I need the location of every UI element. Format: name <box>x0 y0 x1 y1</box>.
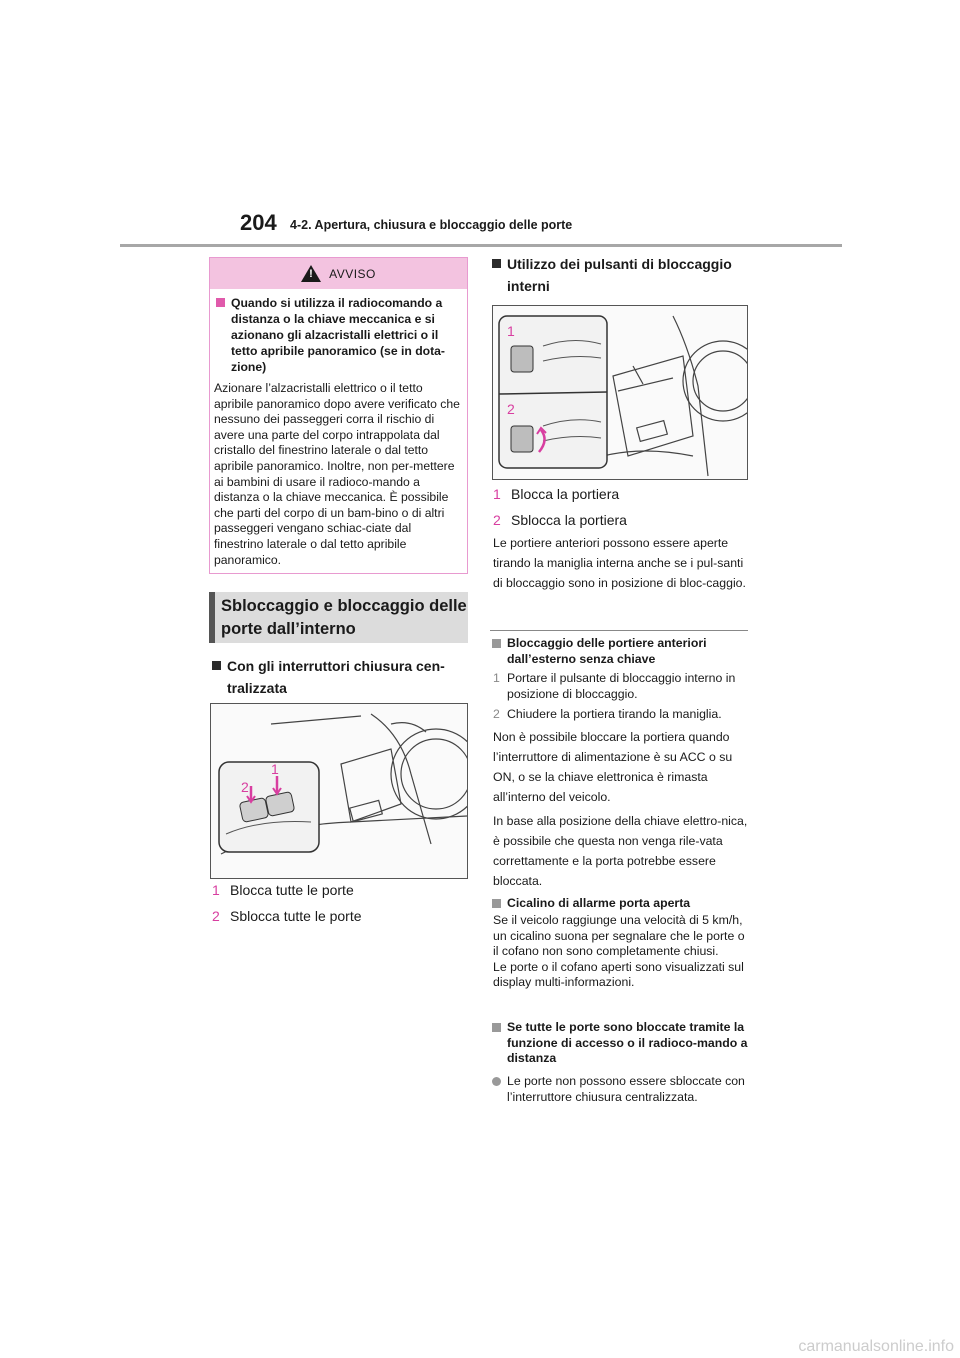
remote-lock-heading-text: Se tutte le porte sono bloccate tramite la funzione di accesso o il radioco-mando a distanza <box>507 1020 748 1065</box>
inner-buttons-heading <box>492 253 748 297</box>
square-bullet-icon <box>492 259 501 268</box>
round-bullet-icon <box>492 1077 501 1086</box>
step-text: Chiudere la portiera tirando la maniglia. <box>507 707 722 721</box>
step-text: Portare il pulsante di bloccaggio interno in posizione di bloccaggio. <box>507 671 736 701</box>
central-lock-figure <box>210 703 468 879</box>
warning-subheading-text: Quando si utilizza il radiocomando a distanza o la chiave meccanica e si azionano gli alzacristalli elettrici o il tetto apribile panoramico (se in dota-zione) <box>231 296 445 374</box>
square-bullet-icon <box>492 1023 501 1032</box>
item-text: Sblocca tutte le porte <box>230 908 362 924</box>
item-number: 2 <box>493 512 501 528</box>
item-number: 2 <box>212 908 220 924</box>
item-text: Blocca la portiera <box>511 486 620 502</box>
square-bullet-icon <box>492 639 501 648</box>
central-lock-heading <box>212 655 466 699</box>
warning-body: Azionare l’alzacristalli elettrico o il tetto apribile panoramico dopo avere verificato che nessuno dei passeggeri corra il rischio di avere una parte del corpo intrappolata dal cristallo del finestrino laterale o dal tetto apribile panoramico. Inoltre, non per-mettere ai bambini di usare il radioco-mando a distanza o la chiave meccanica. È possibile che parti del corpo di un bam-bino o di altri passeggeri vengano schiac-ciate dal finestrino laterale o dal tetto apribile panoramico. <box>214 381 460 567</box>
inner-buttons-figure <box>492 305 748 480</box>
warning-box <box>209 257 468 574</box>
remote-lock-bullet-text: Le porte non possono essere sbloccate con l’interruttore chiusura centralizzata. <box>507 1074 745 1104</box>
list-item <box>493 671 749 702</box>
item-text: Blocca tutte le porte <box>230 882 354 898</box>
figure-callout-2: 2 <box>241 779 249 795</box>
central-lock-heading-text: Con gli interruttori chiusura cen-tralizzata <box>227 658 445 696</box>
figure-callout-1: 1 <box>271 761 279 777</box>
outside-lock-paragraph-2: In base alla posizione della chiave elettro-nica, è possibile che questa non venga rile-vata correttamente e la porta potrebbe essere bloccata. <box>493 814 748 888</box>
warning-label: AVVISO <box>329 266 376 281</box>
header-divider <box>120 244 842 247</box>
step-number: 1 <box>493 671 500 685</box>
square-bullet-icon <box>216 298 225 307</box>
alarm-heading-text: Cicalino di allarme porta aperta <box>507 896 691 910</box>
inner-buttons-list <box>493 484 749 530</box>
alarm-text <box>493 913 749 991</box>
inner-buttons-note: Le portiere anteriori possono essere aperte tirando la maniglia interna anche se i pul-santi di bloccaggio sono in posizione di bloc-caggio. <box>493 536 746 590</box>
outside-lock-heading <box>492 636 748 667</box>
section-divider <box>490 630 748 631</box>
item-text: Sblocca la portiera <box>511 512 627 528</box>
chapter-title: 4-2. Apertura, chiusura e bloccaggio delle porte <box>290 218 573 232</box>
step-number: 2 <box>493 707 500 721</box>
door-lock-button-illustration <box>493 306 747 479</box>
figure-callout-1: 1 <box>507 323 515 339</box>
remote-lock-bullet <box>492 1074 748 1105</box>
page-number: 204 <box>240 210 277 235</box>
figure-callout-2: 2 <box>507 401 515 417</box>
alarm-text-1: Se il veicolo raggiunge una velocità di 5 km/h, un cicalino suona per segnalare che le porte o il cofano non sono completamente chiusi. <box>493 913 745 958</box>
warning-subheading <box>210 289 467 375</box>
outside-lock-paragraph-1: Non è possibile bloccare la portiera quando l’interruttore di alimentazione è su ACC o su ON, o se la chiave elettronica è rimasta all’interno del veicolo. <box>493 730 733 804</box>
list-item <box>212 880 466 900</box>
warning-header <box>210 258 467 289</box>
outside-lock-steps <box>493 671 749 723</box>
central-lock-list <box>212 880 466 926</box>
list-item <box>493 484 749 504</box>
list-item <box>493 510 749 530</box>
square-bullet-icon <box>492 899 501 908</box>
alarm-heading <box>492 896 748 912</box>
list-item <box>493 707 749 723</box>
footer-watermark: carmanualsonline.info <box>798 1338 954 1355</box>
list-item <box>212 906 466 926</box>
alarm-text-2: Le porte o il cofano aperti sono visualizzati sul display multi-informazioni. <box>493 959 744 989</box>
door-switch-illustration <box>211 704 467 878</box>
section-title: Sbloccaggio e bloccaggio delle porte dall’interno <box>209 592 468 643</box>
remote-lock-heading <box>492 1020 748 1067</box>
item-number: 1 <box>212 882 220 898</box>
item-number: 1 <box>493 486 501 502</box>
outside-lock-heading-text: Bloccaggio delle portiere anteriori dall’esterno senza chiave <box>507 636 707 666</box>
warning-icon <box>301 265 321 282</box>
square-bullet-icon <box>212 661 221 670</box>
inner-buttons-heading-text: Utilizzo dei pulsanti di bloccaggio interni <box>507 256 732 294</box>
